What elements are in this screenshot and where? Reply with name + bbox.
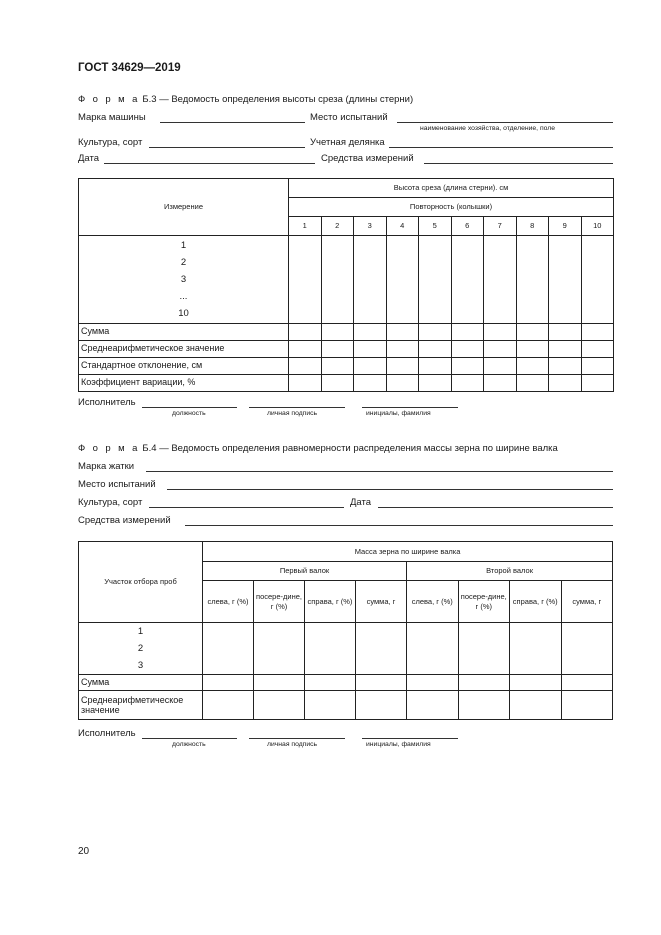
sub-middle: посере-дине, г (%) bbox=[458, 581, 510, 623]
data-cell[interactable] bbox=[549, 375, 582, 392]
crop-field[interactable] bbox=[149, 507, 344, 508]
row-number: 1 bbox=[137, 626, 144, 637]
machine-label: Марка машины bbox=[78, 112, 146, 123]
data-cell[interactable] bbox=[407, 691, 459, 720]
place-field[interactable] bbox=[167, 489, 613, 490]
summary-row-label: Коэффициент вариации, % bbox=[79, 375, 289, 392]
form-b3-title-rest: Б.3 — Ведомость определения высоты среза (длины стерни) bbox=[139, 94, 414, 105]
caption-name: инициалы, фамилия bbox=[366, 410, 431, 417]
data-cell[interactable] bbox=[254, 691, 305, 720]
repeat-number: 3 bbox=[354, 217, 387, 236]
data-cell[interactable] bbox=[386, 236, 419, 324]
summary-row-label: Сумма bbox=[79, 675, 203, 691]
data-cell[interactable] bbox=[356, 691, 407, 720]
data-cell[interactable] bbox=[581, 358, 614, 375]
repeat-number: 9 bbox=[549, 217, 582, 236]
data-cell[interactable] bbox=[321, 341, 354, 358]
sub-sum: сумма, г bbox=[356, 581, 407, 623]
data-cell[interactable] bbox=[305, 675, 356, 691]
repeat-number: 2 bbox=[321, 217, 354, 236]
date-field[interactable] bbox=[104, 163, 315, 164]
header-field[interactable] bbox=[146, 471, 613, 472]
data-cell[interactable] bbox=[451, 358, 484, 375]
caption-position: должность bbox=[172, 410, 206, 417]
row-number: 1 bbox=[180, 240, 187, 251]
data-cell[interactable] bbox=[451, 341, 484, 358]
data-cell[interactable] bbox=[484, 358, 517, 375]
date-label: Дата bbox=[350, 497, 372, 508]
data-cell[interactable] bbox=[354, 341, 387, 358]
data-cell[interactable] bbox=[458, 675, 510, 691]
data-cell[interactable] bbox=[321, 358, 354, 375]
row-number: 3 bbox=[137, 660, 144, 671]
machine-field[interactable] bbox=[160, 122, 305, 123]
data-cell[interactable] bbox=[419, 375, 452, 392]
repeat-number: 6 bbox=[451, 217, 484, 236]
measure-numbers bbox=[79, 236, 289, 324]
data-cell[interactable] bbox=[510, 675, 562, 691]
name-field[interactable] bbox=[362, 407, 458, 408]
place-field[interactable] bbox=[397, 122, 613, 123]
sub-left: слева, г (%) bbox=[203, 581, 254, 623]
data-cell[interactable] bbox=[581, 324, 614, 341]
place-label: Место испытаний bbox=[78, 479, 156, 490]
col-mass: Масса зерна по ширине валка bbox=[203, 542, 613, 562]
data-cell[interactable] bbox=[561, 623, 613, 675]
data-cell[interactable] bbox=[484, 341, 517, 358]
repeat-number: 4 bbox=[386, 217, 419, 236]
data-cell[interactable] bbox=[289, 236, 322, 324]
repeat-number: 1 bbox=[289, 217, 322, 236]
summary-row-label: Среднеарифметическое значение bbox=[79, 691, 203, 720]
col-height: Высота среза (длина стерни). см bbox=[289, 179, 614, 198]
data-cell[interactable] bbox=[386, 324, 419, 341]
crop-field[interactable] bbox=[149, 147, 305, 148]
crop-label: Культура, сорт bbox=[78, 137, 143, 148]
col-repeat: Повторность (колышки) bbox=[289, 198, 614, 217]
data-cell[interactable] bbox=[289, 324, 322, 341]
summary-row-label: Стандартное отклонение, см bbox=[79, 358, 289, 375]
data-cell[interactable] bbox=[321, 324, 354, 341]
data-cell[interactable] bbox=[484, 375, 517, 392]
data-cell[interactable] bbox=[203, 623, 254, 675]
data-cell[interactable] bbox=[581, 341, 614, 358]
crop-label: Культура, сорт bbox=[78, 497, 143, 508]
col-second-swath: Второй валок bbox=[407, 562, 613, 581]
data-cell[interactable] bbox=[510, 691, 562, 720]
standard-code: ГОСТ 34629—2019 bbox=[78, 62, 181, 74]
section-numbers bbox=[79, 623, 203, 675]
data-cell[interactable] bbox=[354, 375, 387, 392]
row-number: 2 bbox=[137, 643, 144, 654]
name-field[interactable] bbox=[362, 738, 458, 739]
signature-field[interactable] bbox=[249, 738, 345, 739]
repeat-number: 10 bbox=[581, 217, 614, 236]
data-cell[interactable] bbox=[484, 236, 517, 324]
data-cell[interactable] bbox=[203, 675, 254, 691]
repeat-number: 7 bbox=[484, 217, 517, 236]
col-first-swath: Первый валок bbox=[203, 562, 407, 581]
data-cell[interactable] bbox=[458, 691, 510, 720]
data-cell[interactable] bbox=[289, 341, 322, 358]
data-cell[interactable] bbox=[354, 236, 387, 324]
data-cell[interactable] bbox=[516, 375, 549, 392]
caption-signature: личная подпись bbox=[267, 410, 318, 417]
col-measure: Измерение bbox=[79, 179, 289, 236]
signature-field[interactable] bbox=[249, 407, 345, 408]
data-cell[interactable] bbox=[407, 623, 459, 675]
form-b4-title bbox=[78, 443, 558, 454]
date-label: Дата bbox=[78, 153, 100, 164]
instruments-field[interactable] bbox=[424, 163, 613, 164]
sub-left: слева, г (%) bbox=[407, 581, 459, 623]
plot-field[interactable] bbox=[389, 147, 613, 148]
data-cell[interactable] bbox=[516, 324, 549, 341]
repeat-number: 5 bbox=[419, 217, 452, 236]
place-label: Место испытаний bbox=[310, 112, 388, 123]
data-cell[interactable] bbox=[354, 324, 387, 341]
repeat-number: 8 bbox=[516, 217, 549, 236]
data-cell[interactable] bbox=[516, 358, 549, 375]
instruments-field[interactable] bbox=[185, 525, 613, 526]
data-cell[interactable] bbox=[581, 236, 614, 324]
data-cell[interactable] bbox=[451, 236, 484, 324]
row-number: 2 bbox=[180, 257, 187, 268]
mass-table bbox=[78, 541, 613, 720]
data-cell[interactable] bbox=[419, 236, 452, 324]
executor-label: Исполнитель bbox=[78, 397, 136, 408]
position-field[interactable] bbox=[142, 738, 237, 739]
date-field[interactable] bbox=[378, 507, 613, 508]
caption-name: инициалы, фамилия bbox=[366, 741, 431, 748]
executor-label: Исполнитель bbox=[78, 728, 136, 739]
data-cell[interactable] bbox=[386, 341, 419, 358]
data-cell[interactable] bbox=[386, 375, 419, 392]
data-cell[interactable] bbox=[289, 358, 322, 375]
position-field[interactable] bbox=[142, 407, 237, 408]
form-b3-title-prefix: Ф о р м а bbox=[78, 94, 140, 105]
data-cell[interactable] bbox=[458, 623, 510, 675]
form-b4-title-prefix: Ф о р м а bbox=[78, 443, 140, 454]
data-cell[interactable] bbox=[581, 375, 614, 392]
height-table bbox=[78, 178, 614, 392]
data-cell[interactable] bbox=[321, 236, 354, 324]
data-cell[interactable] bbox=[203, 691, 254, 720]
caption-signature: личная подпись bbox=[267, 741, 318, 748]
data-cell[interactable] bbox=[549, 324, 582, 341]
data-cell[interactable] bbox=[561, 675, 613, 691]
data-cell[interactable] bbox=[549, 358, 582, 375]
summary-row-label: Среднеарифметическое значение bbox=[79, 341, 289, 358]
sub-right: справа, г (%) bbox=[305, 581, 356, 623]
data-cell[interactable] bbox=[419, 324, 452, 341]
data-cell[interactable] bbox=[254, 675, 305, 691]
data-cell[interactable] bbox=[354, 358, 387, 375]
form-b3-title bbox=[78, 94, 413, 105]
data-cell[interactable] bbox=[451, 375, 484, 392]
data-cell[interactable] bbox=[549, 236, 582, 324]
data-cell[interactable] bbox=[451, 324, 484, 341]
col-section: Участок отбора проб bbox=[79, 542, 203, 623]
data-cell[interactable] bbox=[386, 358, 419, 375]
data-cell[interactable] bbox=[510, 623, 562, 675]
data-cell[interactable] bbox=[419, 341, 452, 358]
row-number: ... bbox=[179, 291, 188, 302]
plot-label: Учетная делянка bbox=[310, 137, 385, 148]
data-cell[interactable] bbox=[561, 691, 613, 720]
data-cell[interactable] bbox=[356, 675, 407, 691]
row-number: 3 bbox=[180, 274, 187, 285]
instruments-label: Средства измерений bbox=[78, 515, 171, 526]
sub-right: справа, г (%) bbox=[510, 581, 562, 623]
caption-position: должность bbox=[172, 741, 206, 748]
data-cell[interactable] bbox=[407, 675, 459, 691]
data-cell[interactable] bbox=[289, 375, 322, 392]
sub-sum: сумма, г bbox=[561, 581, 613, 623]
form-b4-title-rest: Б.4 — Ведомость определения равномерности распределения массы зерна по ширине валка bbox=[139, 443, 558, 454]
header-label: Марка жатки bbox=[78, 461, 135, 472]
data-cell[interactable] bbox=[516, 341, 549, 358]
data-cell[interactable] bbox=[419, 358, 452, 375]
data-cell[interactable] bbox=[254, 623, 305, 675]
sub-middle: посере-дине, г (%) bbox=[254, 581, 305, 623]
summary-row-label: Сумма bbox=[79, 324, 289, 341]
row-number: 10 bbox=[178, 308, 189, 319]
data-cell[interactable] bbox=[305, 623, 356, 675]
data-cell[interactable] bbox=[356, 623, 407, 675]
data-cell[interactable] bbox=[484, 324, 517, 341]
data-cell[interactable] bbox=[305, 691, 356, 720]
instruments-label: Средства измерений bbox=[321, 153, 414, 164]
data-cell[interactable] bbox=[549, 341, 582, 358]
place-caption: наименование хозяйства, отделение, поле bbox=[420, 125, 556, 132]
data-cell[interactable] bbox=[321, 375, 354, 392]
page-number: 20 bbox=[78, 846, 90, 857]
data-cell[interactable] bbox=[516, 236, 549, 324]
